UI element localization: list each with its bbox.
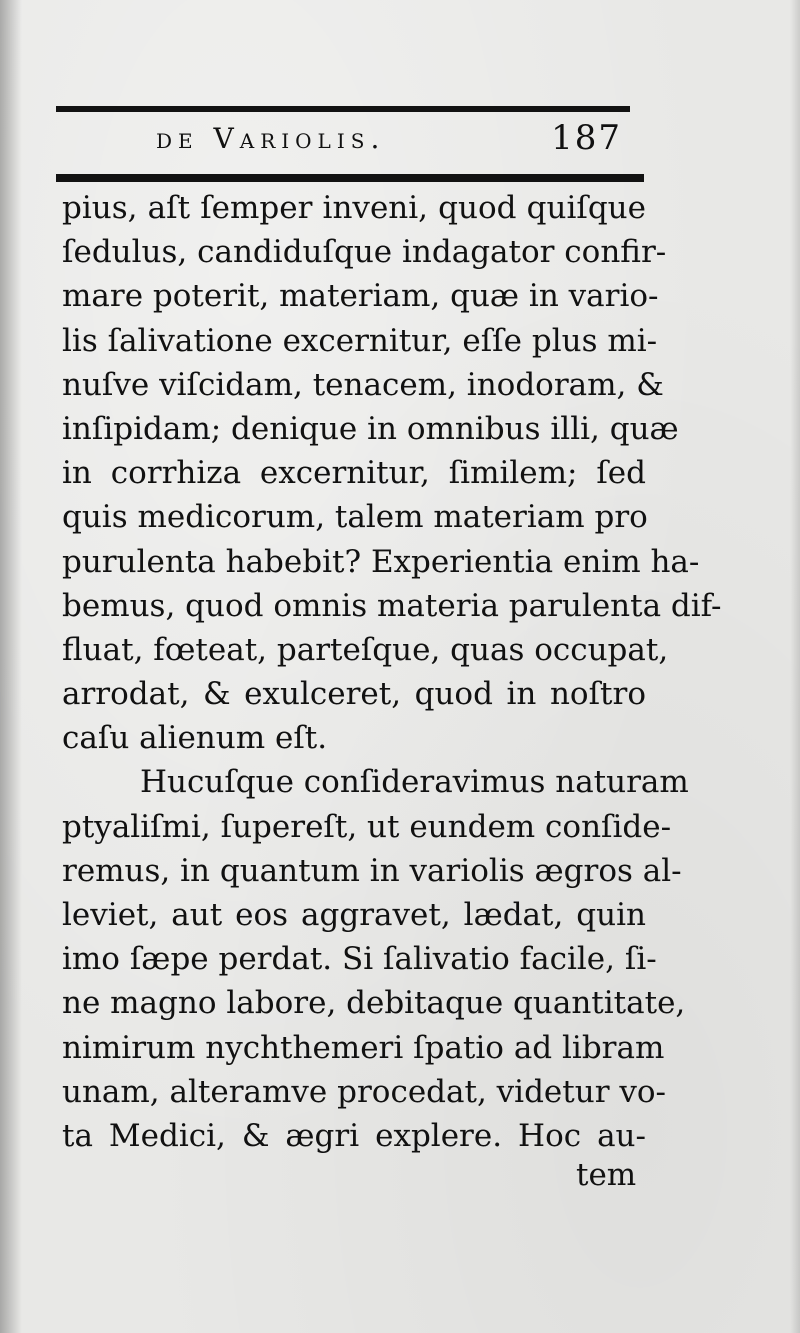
text-line: nimirum nychthemeri ſpatio ad libram [62, 1029, 665, 1066]
text-line: fluat, fœteat, parteſque, quas occupat, [62, 631, 669, 668]
text-line: imo ſæpe perdat. Si ſalivatio facile, ſi- [62, 941, 657, 978]
text-line: mare poterit, materiam, quæ in vario- [62, 278, 659, 315]
header-rule-top [56, 106, 630, 112]
text-line: inſipidam; denique in omnibus illi, quæ [62, 410, 679, 447]
text-line: caſu alienum eſt. [62, 720, 328, 757]
gutter-shadow [0, 0, 22, 1333]
text-line: nuſve viſcidam, tenacem, inodoram, & [62, 366, 664, 403]
text-line: in corrhiza excernitur, ſimilem; ſed [62, 455, 646, 492]
running-title: de Variolis. [156, 122, 386, 155]
catchword: tem [576, 1157, 637, 1193]
text-line: purulenta habebit? Experientia enim ha- [62, 543, 700, 580]
text-line: ta Medici, & ægri explere. Hoc au- [62, 1117, 646, 1154]
body-text [62, 186, 722, 1158]
running-head [56, 118, 630, 168]
text-line: pius, aſt ſemper inveni, quod quiſque [62, 190, 646, 226]
page-edge [790, 0, 800, 1333]
text-line: bemus, quod omnis materia parulenta dif- [62, 587, 722, 624]
text-line: quis medicorum, talem materiam pro [62, 499, 648, 536]
text-line: arrodat, & exulceret, quod in noſtro [62, 676, 646, 713]
text-line: ne magno labore, debitaque quantitate, [62, 985, 686, 1022]
text-line: ptyaliſmi, ſupereſt, ut eundem conſide- [62, 808, 672, 845]
text-line: leviet, aut eos aggravet, lædat, quin [62, 897, 646, 933]
text-line: remus, in quantum in variolis ægros al- [62, 852, 682, 889]
text-line: unam, alteramve procedat, videtur vo- [62, 1073, 667, 1110]
text-line: ſedulus, candiduſque indagator confir- [62, 234, 667, 271]
text-line: Hucuſque conſideravimus naturam [140, 764, 689, 801]
page-number: 187 [551, 118, 622, 158]
text-line: lis ſalivatione excernitur, eſſe plus mi- [62, 322, 658, 359]
header-rule-bottom [56, 174, 644, 182]
